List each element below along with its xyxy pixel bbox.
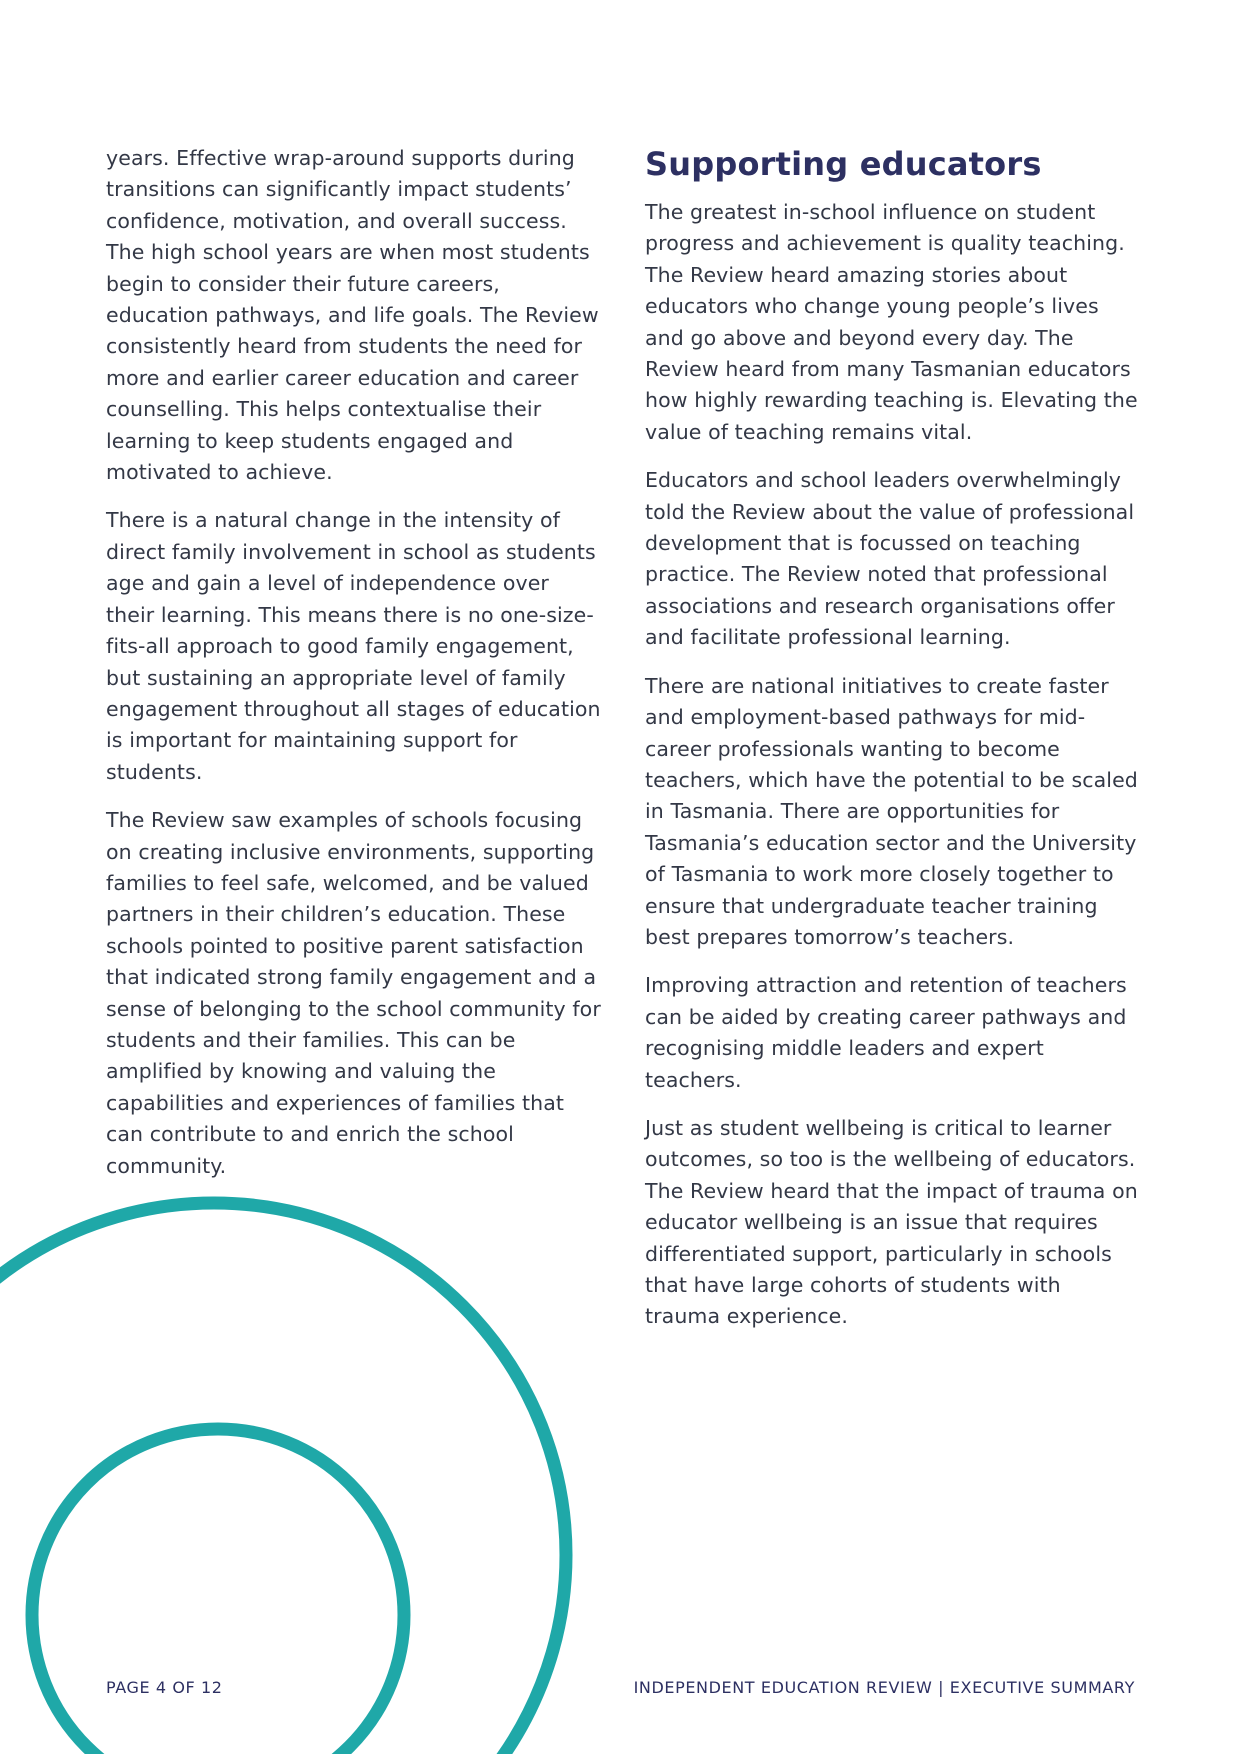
- right-column: [645, 143, 1145, 1350]
- page-number: PAGE 4 OF 12: [106, 1678, 223, 1697]
- section-heading: Supporting educators: [645, 145, 1042, 183]
- body-paragraph: Improving attraction and retention of teachers can be aided by creating career pathways and recognising middle leaders and expert teachers.: [645, 973, 1127, 1092]
- body-paragraph: years. Effective wrap-around supports during transitions can significantly impact students’ confidence, motivation, and overall success. The high school years are when most students begin to consider their future careers, education pathways, and life goals. The Review consistently heard from students the need for more and earlier career education and career counselling. This helps contextualise their learning to keep students engaged and motivated to achieve.: [106, 146, 599, 485]
- body-paragraph: Educators and school leaders overwhelmingly told the Review about the value of professional development that is focussed on teaching practice. The Review noted that professional associations and research organisations offer and facilitate professional learning.: [645, 468, 1135, 650]
- body-paragraph: Just as student wellbeing is critical to learner outcomes, so too is the wellbeing of educators. The Review heard that the impact of trauma on educator wellbeing is an issue that requires differentiated support, particularly in schools that have large cohorts of students with trauma experience.: [645, 1115, 1138, 1329]
- large-ring: [0, 1203, 566, 1754]
- small-ring: [32, 1429, 404, 1754]
- body-paragraph: There are national initiatives to create faster and employment-based pathways for mid-career professionals wanting to become teachers, which have the potential to be scaled in Tasmania. There are opportunities for Tasmania’s education sector and the University of Tasmania to work more closely together to ensure that undergraduate teacher training best prepares tomorrow’s teachers.: [645, 673, 1138, 949]
- left-column: [106, 143, 606, 1199]
- body-paragraph: The greatest in-school influence on student progress and achievement is quality teaching. The Review heard amazing stories about educators who change young people’s lives and go above and beyond every day. The Review heard from many Tasmanian educators how highly rewarding teaching is. Elevating the value of teaching remains vital.: [645, 200, 1138, 444]
- document-title-footer: INDEPENDENT EDUCATION REVIEW | EXECUTIVE SUMMARY: [633, 1678, 1135, 1697]
- body-paragraph: The Review saw examples of schools focusing on creating inclusive environments, supporting families to feel safe, welcomed, and be valued partners in their children’s education. These schools pointed to positive parent satisfaction that indicated strong family engagement and a sense of belonging to the school community for students and their families. This can be amplified by knowing and valuing the capabilities and experiences of families that can contribute to and enrich the school community.: [106, 808, 601, 1178]
- body-paragraph: There is a natural change in the intensity of direct family involvement in school as students age and gain a level of independence over their learning. This means there is no one-size-fits-all approach to good family engagement, but sustaining an appropriate level of family engagement throughout all stages of education is important for maintaining support for students.: [106, 508, 601, 784]
